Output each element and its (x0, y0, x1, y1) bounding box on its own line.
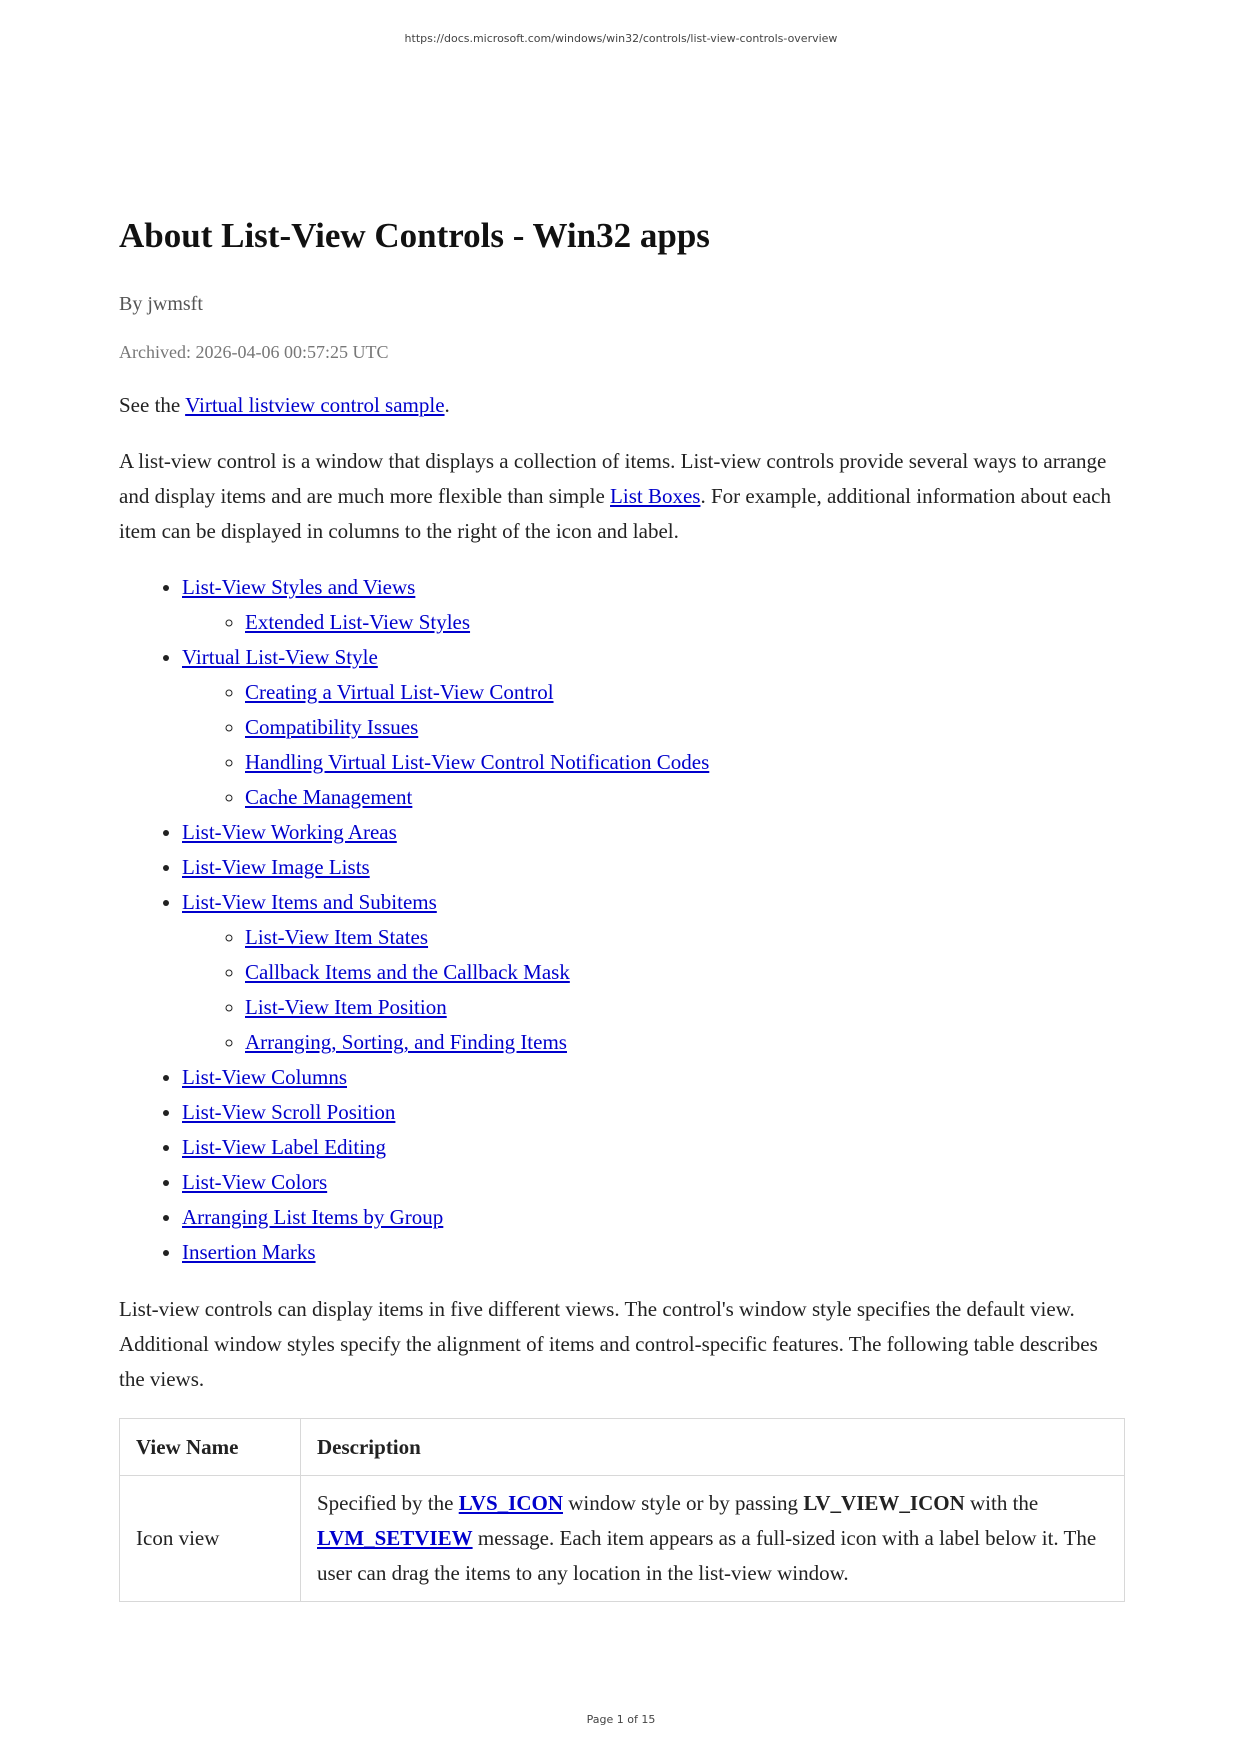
toc-item (182, 1060, 1125, 1095)
toc-subitem (245, 920, 1125, 955)
toc-subitem (245, 990, 1125, 1025)
table-row (120, 1476, 1125, 1602)
toc-link-items-subitems[interactable]: List-View Items and Subitems (182, 890, 437, 914)
toc-item (182, 1165, 1125, 1200)
toc-link-insertion-marks[interactable]: Insertion Marks (182, 1240, 316, 1264)
toc-sublist (182, 675, 1125, 815)
toc-link-item-states[interactable]: List-View Item States (245, 925, 429, 949)
toc-link-compatibility[interactable]: Compatibility Issues (245, 715, 419, 739)
toc-item (182, 1130, 1125, 1165)
views-paragraph: List-view controls can display items in five different views. The control's window style specifies the default view. Additional window styles specify the alignment of items and control-specific features. The following table describes the views. (119, 1297, 1098, 1391)
toc-subitem (245, 745, 1125, 780)
toc-subitem (245, 675, 1125, 710)
toc-subitem (245, 955, 1125, 990)
toc-link-creating-virtual[interactable]: Creating a Virtual List-View Control (245, 680, 554, 704)
toc-link-columns[interactable]: List-View Columns (182, 1065, 347, 1089)
toc-link-working-areas[interactable]: List-View Working Areas (182, 820, 397, 844)
column-header-view-name: View Name (120, 1419, 301, 1476)
table-of-contents (119, 570, 1125, 1270)
toc-link-label-editing[interactable]: List-View Label Editing (182, 1135, 387, 1159)
toc-item (182, 1200, 1125, 1235)
toc-sublist (182, 920, 1125, 1060)
toc-link-callback-items[interactable]: Callback Items and the Callback Mask (245, 960, 570, 984)
archived-timestamp: Archived: 2026-04-06 00:57:25 UTC (119, 342, 389, 362)
toc-link-arranging-sorting[interactable]: Arranging, Sorting, and Finding Items (245, 1030, 567, 1054)
intro-text-2: . For example, additional information about each item can be displayed in columns to the right of the icon and label. (119, 484, 1111, 543)
views-table (119, 1418, 1125, 1602)
lvm-setview-link[interactable]: LVM_SETVIEW (317, 1526, 473, 1550)
toc-link-group[interactable]: Arranging List Items by Group (182, 1205, 444, 1229)
list-boxes-link[interactable]: List Boxes (610, 484, 701, 508)
virtual-listview-sample-link[interactable]: Virtual listview control sample (185, 393, 445, 417)
see-prefix-text: See the (119, 393, 186, 417)
page-number-footer: Page 1 of 15 (586, 1713, 656, 1726)
desc-text-1: Specified by the (317, 1491, 459, 1515)
lv-view-icon-constant: LV_VIEW_ICON (803, 1491, 965, 1515)
toc-subitem (245, 710, 1125, 745)
toc-subitem (245, 605, 1125, 640)
desc-text-2: window style or by passing (562, 1491, 804, 1515)
toc-item (182, 885, 1125, 1060)
intro-paragraph (119, 444, 1125, 549)
toc-item (182, 815, 1125, 850)
toc-link-cache-management[interactable]: Cache Management (245, 785, 413, 809)
view-name-cell: Icon view (120, 1476, 301, 1602)
toc-link-notification-codes[interactable]: Handling Virtual List-View Control Notification Codes (245, 750, 710, 774)
intro-text-1: A list-view control is a window that displays a collection of items. List-view controls provide several ways to arrange and display items and are much more flexible than simple (119, 449, 1107, 508)
toc-sublist (182, 605, 1125, 640)
lvs-icon-link[interactable]: LVS_ICON (458, 1491, 563, 1515)
toc-item (182, 640, 1125, 815)
desc-text-4: message. Each item appears as a full-sized icon with a label below it. The user can drag the items to any location in the list-view window. (317, 1526, 1097, 1585)
toc-link-virtual-style[interactable]: Virtual List-View Style (182, 645, 378, 669)
see-sample-paragraph (119, 388, 1125, 423)
toc-link-item-position[interactable]: List-View Item Position (245, 995, 447, 1019)
desc-text-3: with the (964, 1491, 1039, 1515)
toc-link-colors[interactable]: List-View Colors (182, 1170, 328, 1194)
toc-link-extended-styles[interactable]: Extended List-View Styles (245, 610, 471, 634)
toc-item (182, 570, 1125, 640)
toc-item (182, 1235, 1125, 1270)
toc-link-image-lists[interactable]: List-View Image Lists (182, 855, 370, 879)
toc-item (182, 1095, 1125, 1130)
toc-link-styles-and-views[interactable]: List-View Styles and Views (182, 575, 416, 599)
page-title: About List-View Controls - Win32 apps (119, 216, 710, 255)
toc-link-scroll-position[interactable]: List-View Scroll Position (182, 1100, 396, 1124)
toc-item (182, 850, 1125, 885)
column-header-description: Description (301, 1419, 1125, 1476)
see-suffix-text: . (444, 393, 450, 417)
toc-subitem (245, 1025, 1125, 1060)
table-header-row (120, 1419, 1125, 1476)
article-content (119, 212, 1125, 1602)
author-byline: By jwmsft (119, 293, 203, 315)
view-description-cell (301, 1476, 1125, 1602)
page-url-header: https://docs.microsoft.com/windows/win32/controls/list-view-controls-overview (404, 32, 838, 45)
toc-subitem (245, 780, 1125, 815)
